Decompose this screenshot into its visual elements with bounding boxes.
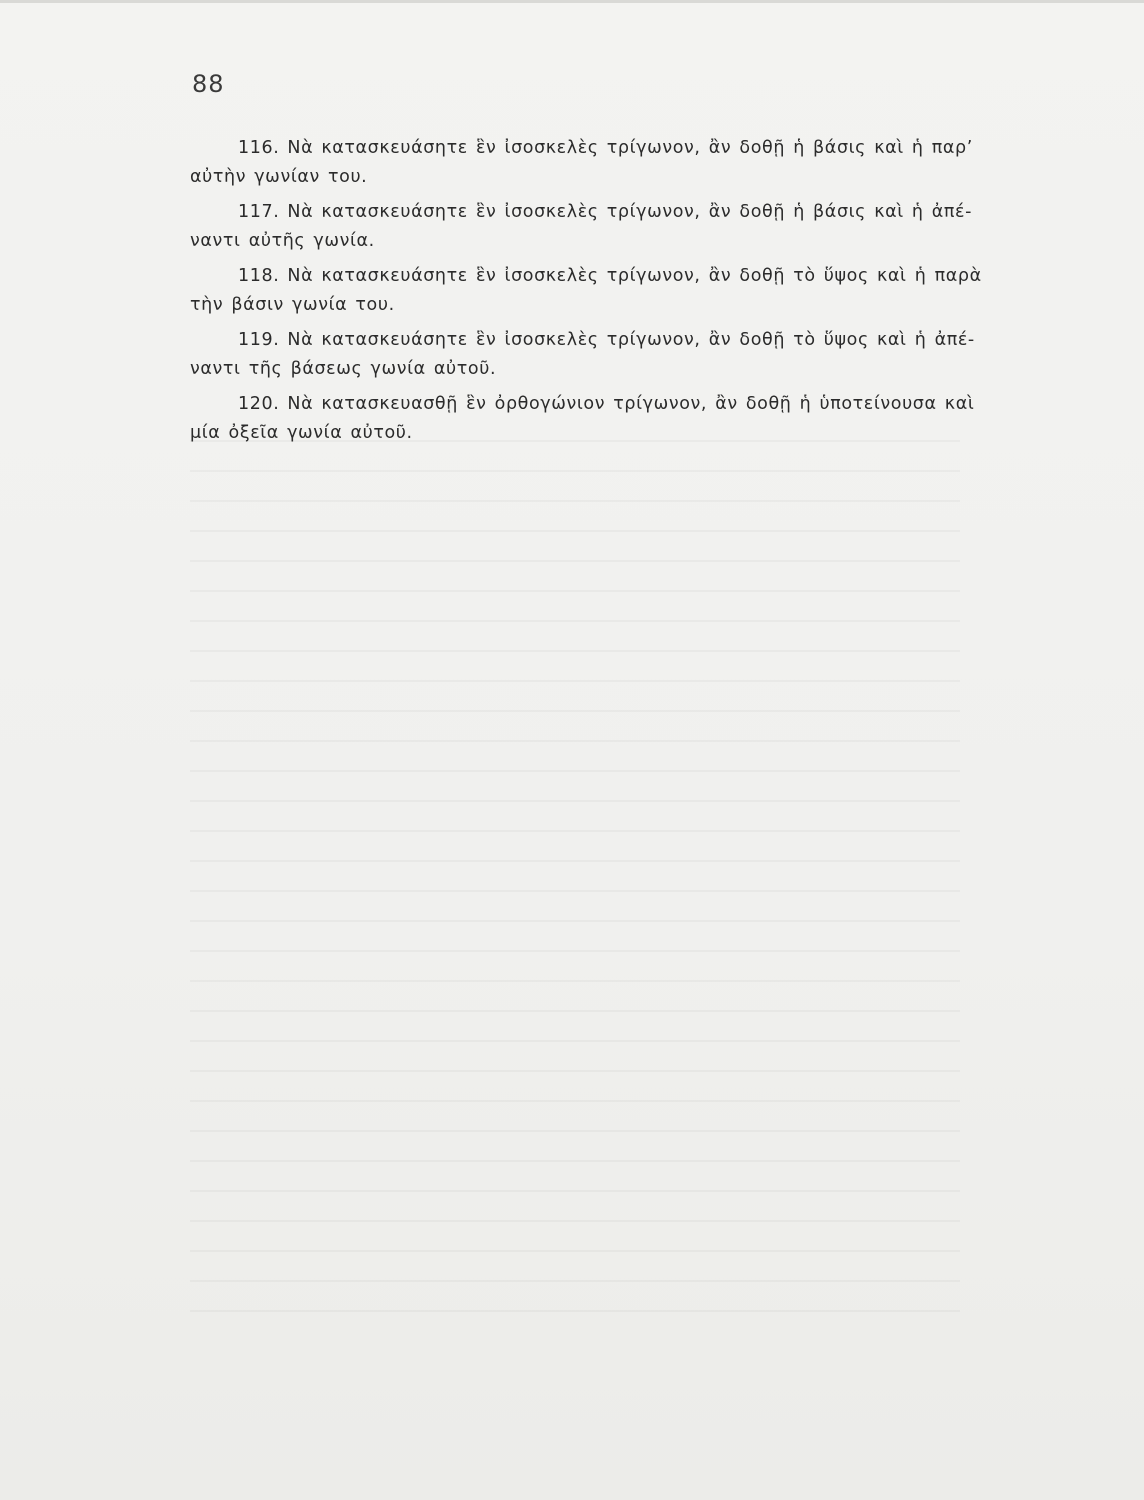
page-edge	[0, 0, 1144, 3]
exercise-116	[190, 134, 973, 192]
page-number: 88	[192, 70, 225, 98]
exercise-number: 118.	[238, 266, 280, 286]
exercise-continuation: ναντι αὐτῆς γωνία.	[190, 231, 375, 251]
exercise-number: 120.	[238, 394, 280, 414]
exercise-number: 116.	[238, 138, 280, 158]
exercise-text: Νὰ κατασκευάσητε ἓν ἰσοσκελὲς τρίγωνον, ἂν δοθῇ τὸ ὕψος καὶ ἡ ἀπέ-	[287, 330, 975, 350]
exercise-number: 117.	[238, 202, 280, 222]
exercise-number: 119.	[238, 330, 280, 350]
exercise-text: Νὰ κατασκευάσητε ἓν ἰσοσκελὲς τρίγωνον, ἂν δοθῇ τὸ ὕψος καὶ ἡ παρὰ	[287, 266, 982, 286]
exercise-text: Νὰ κατασκευάσητε ἓν ἰσοσκελὲς τρίγωνον, ἂν δοθῇ ἡ βάσις καὶ ἡ παρ’	[287, 138, 973, 158]
exercise-119	[190, 326, 975, 384]
exercise-first-line	[190, 326, 975, 355]
exercise-continuation: μία ὀξεῖα γωνία αὐτοῦ.	[190, 423, 413, 443]
exercise-continuation: ναντι τῆς βάσεως γωνία αὐτοῦ.	[190, 359, 497, 379]
exercise-first-line	[190, 390, 975, 419]
show-through-texture	[190, 440, 960, 1340]
exercise-continuation: αὐτὴν γωνίαν του.	[190, 167, 368, 187]
exercise-continuation: τὴν βάσιν γωνία του.	[190, 295, 395, 315]
exercise-117	[190, 198, 973, 256]
exercise-118	[190, 262, 982, 320]
exercise-list	[190, 134, 982, 454]
exercise-first-line	[190, 134, 973, 163]
exercise-first-line	[190, 198, 973, 227]
exercise-first-line	[190, 262, 982, 291]
exercise-text: Νὰ κατασκευάσητε ἓν ἰσοσκελὲς τρίγωνον, ἂν δοθῇ ἡ βάσις καὶ ἡ ἀπέ-	[287, 202, 973, 222]
exercise-text: Νὰ κατασκευασθῇ ἓν ὀρθογώνιον τρίγωνον, ἂν δοθῇ ἡ ὑποτείνουσα καὶ	[287, 394, 975, 414]
